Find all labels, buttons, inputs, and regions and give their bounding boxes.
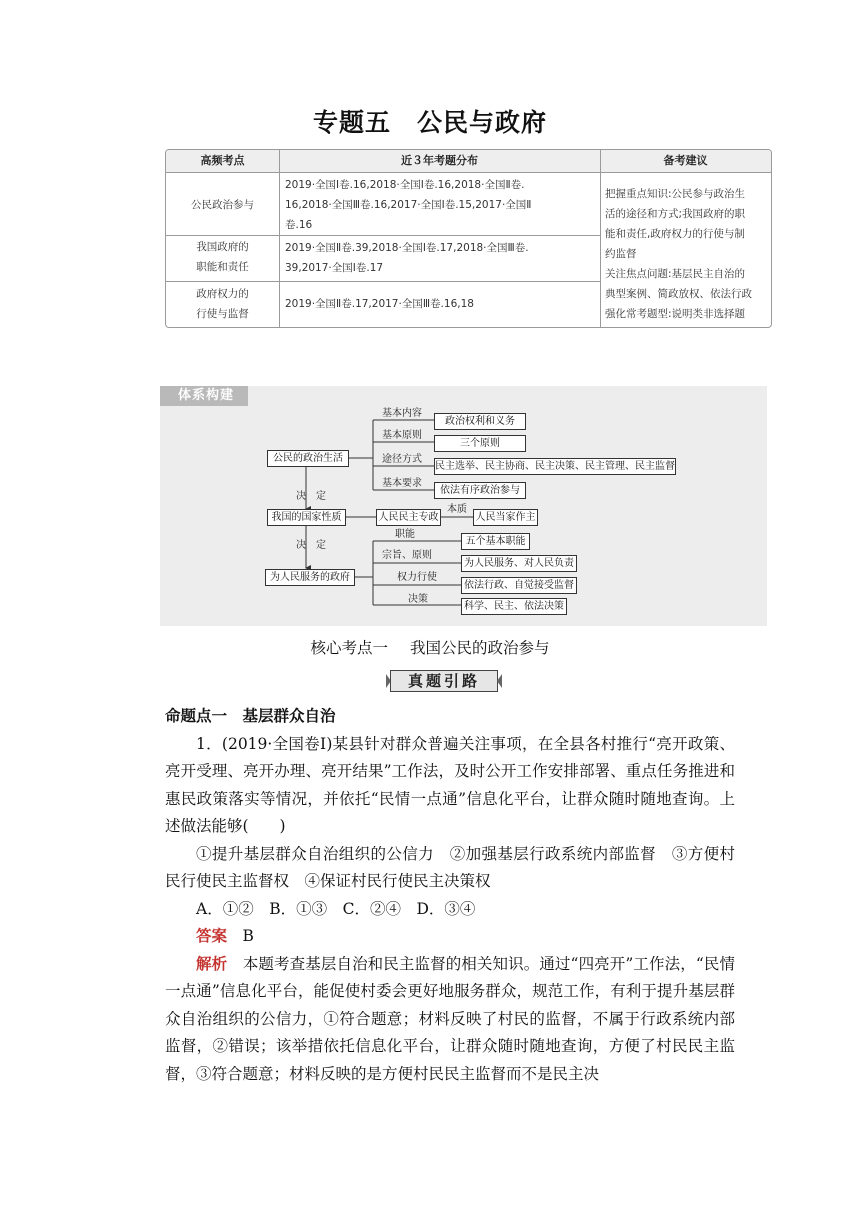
label-function: 职能 (395, 529, 415, 540)
question-options: A．①② B．①③ C．②④ D．③④ (196, 899, 476, 918)
label-basic-content: 基本内容 (382, 408, 422, 419)
table-row-distribution: 2019·全国Ⅱ卷.17,2017·全国Ⅲ卷.16,18 (285, 298, 474, 310)
exam-frequency-table (165, 149, 772, 328)
node-scientific-decision: 科学、民主、依法决策 (461, 598, 567, 615)
node-serving-government: 为人民服务的政府 (265, 569, 355, 586)
question-stem: 1．(2019·全国卷Ⅰ)某县针对群众普遍关注事项，在全县各村推行“亮开政策、亮开受理、亮开办理、亮开结果”工作法，及时公开工作安排部署、重点任务推进和惠民政策落实等情况，并依托“民情一点通”信息化平台，让群众随时随地查询。上述做法能够( ) (165, 734, 735, 835)
node-citizen-political-life: 公民的政治生活 (267, 450, 349, 467)
page-title (0, 103, 860, 139)
node-people-masters: 人民当家作主 (473, 509, 538, 526)
table-row-distribution: 2019·全国Ⅰ卷.16,2018·全国Ⅰ卷.16,2018·全国Ⅱ卷. 16,2018·全国Ⅲ卷.16,2017·全国Ⅰ卷.15,2017·全国Ⅱ 卷.16 (285, 179, 532, 231)
label-essence: 本质 (447, 504, 467, 515)
core-point-title: 核心考点一 我国公民的政治参与 (310, 639, 550, 657)
header-distribution: 近３年考题分布 (279, 150, 600, 172)
header-topic: 高频考点 (166, 150, 279, 172)
question-subhead: 命题点一 基层群众自治 (165, 707, 336, 725)
question-analysis (165, 951, 735, 1089)
node-law-based-admin: 依法行政、自觉接受监督 (461, 577, 577, 594)
section-badge (386, 668, 502, 694)
label-decides-2: 决 定 (296, 540, 326, 551)
diagram-tag: 体系构建 (160, 386, 248, 406)
question-items: ①提升基层群众自治组织的公信力 ②加强基层行政系统内部监督 ③方便村民行使民主监督权 ④保证村民行使民主决策权 (165, 844, 735, 890)
node-political-rights: 政治权利和义务 (434, 413, 526, 430)
table-row-topic: 公民政治参与 (191, 199, 254, 211)
header-advice: 备考建议 (600, 150, 771, 172)
title-part2: 公民与政府 (417, 108, 548, 137)
label-decides-1: 决 定 (296, 491, 326, 502)
system-diagram (160, 386, 767, 626)
node-serve-people: 为人民服务、对人民负责 (461, 555, 577, 572)
label-purpose: 宗旨、原则 (382, 550, 432, 561)
label-policy: 决策 (408, 594, 428, 605)
label-ways: 途径方式 (382, 454, 422, 465)
table-advice: 把握重点知识:公民参与政治生 活的途径和方式;我国政府的职 能和责任,政府权力的行使与制 约监督 关注焦点问题:基层民主自治的 典型案例、简政放权、依法行政 强化常考题型:说明类非选择题 (605, 188, 752, 320)
answer-value: B (242, 927, 254, 945)
label-power-use: 权力行使 (397, 572, 437, 583)
node-orderly-participation: 依法有序政治参与 (434, 482, 526, 499)
analysis-label: 解析 (196, 954, 228, 973)
table-row-topic: 我国政府的 职能和责任 (196, 241, 249, 273)
title-part1: 专题五 (312, 108, 391, 137)
label-basic-requirement: 基本要求 (382, 478, 422, 489)
node-three-principles: 三个原则 (434, 435, 526, 452)
label-basic-principle: 基本原则 (382, 430, 422, 441)
table-row-distribution: 2019·全国Ⅱ卷.39,2018·全国Ⅰ卷.17,2018·全国Ⅲ卷. 39,2017·全国Ⅰ卷.17 (285, 242, 529, 274)
question-answer (165, 923, 735, 951)
node-state-nature: 我国的国家性质 (267, 509, 346, 526)
answer-label: 答案 (196, 927, 228, 945)
badge-text: 真题引路 (390, 670, 498, 692)
analysis-text: 本题考查基层自治和民主监督的相关知识。通过“四亮开”工作法，“民情一点通”信息化平台，能促使村委会更好地服务群众，规范工作，有利于提升基层群众自治组织的公信力，①符合题意；材料反映了村民的监督，不属于行政系统内部监督，②错误；该举措依托信息化平台，让群众随时随地查询，方便了村民民主监督，③符合题意；材料反映的是方便村民民主监督而不是民主决 (165, 954, 735, 1083)
question-block (165, 703, 735, 1088)
table-row-topic: 政府权力的 行使与监督 (196, 288, 249, 320)
node-five-functions: 五个基本职能 (461, 533, 530, 550)
node-participation-ways: 民主选举、民主协商、民主决策、民主管理、民主监督 (434, 458, 676, 475)
node-peoples-democratic-dictatorship: 人民民主专政 (376, 509, 441, 526)
